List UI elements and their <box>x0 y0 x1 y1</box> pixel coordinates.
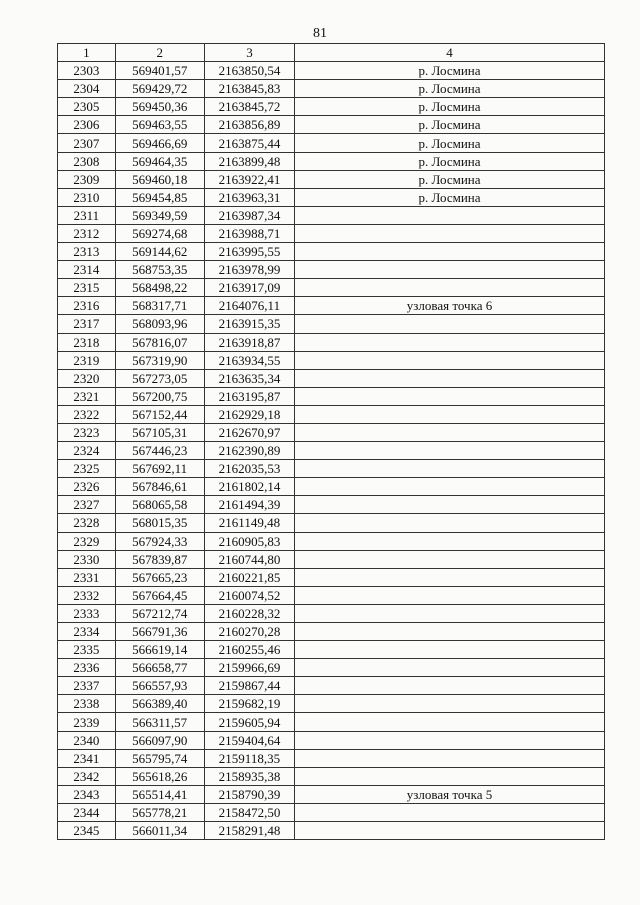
table-row <box>58 243 605 261</box>
table-row <box>58 315 605 333</box>
point-number-cell: 2323 <box>58 423 116 441</box>
table-row <box>58 188 605 206</box>
y-coordinate-cell: 2162929,18 <box>204 405 294 423</box>
note-cell <box>295 333 605 351</box>
x-coordinate-cell: 566791,36 <box>115 623 204 641</box>
x-coordinate-cell: 565795,74 <box>115 749 204 767</box>
note-cell <box>295 677 605 695</box>
point-number-cell: 2303 <box>58 62 116 80</box>
note-cell <box>295 713 605 731</box>
x-coordinate-cell: 568015,35 <box>115 514 204 532</box>
point-number-cell: 2330 <box>58 550 116 568</box>
note-cell <box>295 749 605 767</box>
table-row <box>58 767 605 785</box>
table-row <box>58 333 605 351</box>
table-row <box>58 568 605 586</box>
x-coordinate-cell: 569429,72 <box>115 80 204 98</box>
table-row <box>58 803 605 821</box>
x-coordinate-cell: 569454,85 <box>115 188 204 206</box>
y-coordinate-cell: 2160255,46 <box>204 641 294 659</box>
point-number-cell: 2308 <box>58 152 116 170</box>
y-coordinate-cell: 2163850,54 <box>204 62 294 80</box>
point-number-cell: 2316 <box>58 297 116 315</box>
point-number-cell: 2319 <box>58 351 116 369</box>
x-coordinate-cell: 569401,57 <box>115 62 204 80</box>
note-cell <box>295 478 605 496</box>
y-coordinate-cell: 2162390,89 <box>204 442 294 460</box>
x-coordinate-cell: 567446,23 <box>115 442 204 460</box>
y-coordinate-cell: 2162035,53 <box>204 460 294 478</box>
x-coordinate-cell: 566389,40 <box>115 695 204 713</box>
x-coordinate-cell: 567924,33 <box>115 532 204 550</box>
point-number-cell: 2305 <box>58 98 116 116</box>
point-number-cell: 2335 <box>58 641 116 659</box>
x-coordinate-cell: 567816,07 <box>115 333 204 351</box>
table-row <box>58 478 605 496</box>
point-number-cell: 2309 <box>58 170 116 188</box>
x-coordinate-cell: 569349,59 <box>115 206 204 224</box>
page-number: 81 <box>313 26 327 41</box>
y-coordinate-cell: 2159605,94 <box>204 713 294 731</box>
table-row <box>58 586 605 604</box>
table-row <box>58 604 605 622</box>
y-coordinate-cell: 2163195,87 <box>204 387 294 405</box>
y-coordinate-cell: 2163918,87 <box>204 333 294 351</box>
note-cell <box>295 369 605 387</box>
table-row <box>58 423 605 441</box>
note-cell <box>295 496 605 514</box>
header-row <box>58 44 605 62</box>
table-row <box>58 62 605 80</box>
x-coordinate-cell: 566311,57 <box>115 713 204 731</box>
table-body <box>58 62 605 840</box>
y-coordinate-cell: 2163987,34 <box>204 206 294 224</box>
note-cell <box>295 261 605 279</box>
note-cell <box>295 460 605 478</box>
y-coordinate-cell: 2161149,48 <box>204 514 294 532</box>
y-coordinate-cell: 2160221,85 <box>204 568 294 586</box>
y-coordinate-cell: 2163845,72 <box>204 98 294 116</box>
x-coordinate-cell: 569463,55 <box>115 116 204 134</box>
table-row <box>58 695 605 713</box>
point-number-cell: 2320 <box>58 369 116 387</box>
table-row <box>58 460 605 478</box>
y-coordinate-cell: 2159118,35 <box>204 749 294 767</box>
table-row <box>58 116 605 134</box>
point-number-cell: 2317 <box>58 315 116 333</box>
note-cell <box>295 568 605 586</box>
point-number-cell: 2310 <box>58 188 116 206</box>
x-coordinate-cell: 568093,96 <box>115 315 204 333</box>
x-coordinate-cell: 569144,62 <box>115 243 204 261</box>
y-coordinate-cell: 2160905,83 <box>204 532 294 550</box>
point-number-cell: 2328 <box>58 514 116 532</box>
y-coordinate-cell: 2158790,39 <box>204 785 294 803</box>
y-coordinate-cell: 2163635,34 <box>204 369 294 387</box>
point-number-cell: 2307 <box>58 134 116 152</box>
point-number-cell: 2337 <box>58 677 116 695</box>
x-coordinate-cell: 565778,21 <box>115 803 204 821</box>
x-coordinate-cell: 568065,58 <box>115 496 204 514</box>
note-cell: р. Лосмина <box>295 80 605 98</box>
table-row <box>58 279 605 297</box>
point-number-cell: 2322 <box>58 405 116 423</box>
point-number-cell: 2336 <box>58 659 116 677</box>
point-number-cell: 2345 <box>58 822 116 840</box>
y-coordinate-cell: 2163934,55 <box>204 351 294 369</box>
table-row <box>58 98 605 116</box>
point-number-cell: 2341 <box>58 749 116 767</box>
header-cell-3: 3 <box>204 44 294 62</box>
table-row <box>58 550 605 568</box>
y-coordinate-cell: 2160744,80 <box>204 550 294 568</box>
y-coordinate-cell: 2161494,39 <box>204 496 294 514</box>
table-row <box>58 749 605 767</box>
point-number-cell: 2332 <box>58 586 116 604</box>
x-coordinate-cell: 569450,36 <box>115 98 204 116</box>
point-number-cell: 2333 <box>58 604 116 622</box>
y-coordinate-cell: 2161802,14 <box>204 478 294 496</box>
y-coordinate-cell: 2158935,38 <box>204 767 294 785</box>
note-cell: р. Лосмина <box>295 170 605 188</box>
point-number-cell: 2304 <box>58 80 116 98</box>
x-coordinate-cell: 567152,44 <box>115 405 204 423</box>
x-coordinate-cell: 567839,87 <box>115 550 204 568</box>
table-row <box>58 532 605 550</box>
point-number-cell: 2338 <box>58 695 116 713</box>
table-header <box>58 44 605 62</box>
y-coordinate-cell: 2163988,71 <box>204 224 294 242</box>
header-cell-2: 2 <box>115 44 204 62</box>
point-number-cell: 2334 <box>58 623 116 641</box>
y-coordinate-cell: 2163922,41 <box>204 170 294 188</box>
x-coordinate-cell: 566658,77 <box>115 659 204 677</box>
table-row <box>58 496 605 514</box>
x-coordinate-cell: 568317,71 <box>115 297 204 315</box>
note-cell: р. Лосмина <box>295 98 605 116</box>
note-cell <box>295 315 605 333</box>
y-coordinate-cell: 2163845,83 <box>204 80 294 98</box>
x-coordinate-cell: 568753,35 <box>115 261 204 279</box>
note-cell <box>295 442 605 460</box>
note-cell <box>295 659 605 677</box>
point-number-cell: 2318 <box>58 333 116 351</box>
x-coordinate-cell: 565514,41 <box>115 785 204 803</box>
note-cell <box>295 731 605 749</box>
x-coordinate-cell: 569460,18 <box>115 170 204 188</box>
x-coordinate-cell: 569464,35 <box>115 152 204 170</box>
x-coordinate-cell: 566557,93 <box>115 677 204 695</box>
y-coordinate-cell: 2160074,52 <box>204 586 294 604</box>
note-cell <box>295 224 605 242</box>
table-row <box>58 713 605 731</box>
note-cell <box>295 206 605 224</box>
point-number-cell: 2327 <box>58 496 116 514</box>
point-number-cell: 2313 <box>58 243 116 261</box>
table-row <box>58 369 605 387</box>
note-cell <box>295 604 605 622</box>
y-coordinate-cell: 2163856,89 <box>204 116 294 134</box>
note-cell <box>295 532 605 550</box>
point-number-cell: 2314 <box>58 261 116 279</box>
x-coordinate-cell: 567105,31 <box>115 423 204 441</box>
table-row <box>58 514 605 532</box>
table-row <box>58 206 605 224</box>
note-cell: р. Лосмина <box>295 134 605 152</box>
note-cell: узловая точка 6 <box>295 297 605 315</box>
y-coordinate-cell: 2159404,64 <box>204 731 294 749</box>
point-number-cell: 2339 <box>58 713 116 731</box>
note-cell: узловая точка 5 <box>295 785 605 803</box>
table-row <box>58 641 605 659</box>
table-row <box>58 623 605 641</box>
table-row <box>58 405 605 423</box>
table-row <box>58 659 605 677</box>
table-row <box>58 442 605 460</box>
coordinates-table <box>57 43 605 840</box>
note-cell <box>295 803 605 821</box>
note-cell: р. Лосмина <box>295 62 605 80</box>
x-coordinate-cell: 567273,05 <box>115 369 204 387</box>
x-coordinate-cell: 567665,23 <box>115 568 204 586</box>
y-coordinate-cell: 2162670,97 <box>204 423 294 441</box>
y-coordinate-cell: 2163963,31 <box>204 188 294 206</box>
table-row <box>58 677 605 695</box>
point-number-cell: 2312 <box>58 224 116 242</box>
point-number-cell: 2343 <box>58 785 116 803</box>
point-number-cell: 2311 <box>58 206 116 224</box>
y-coordinate-cell: 2159682,19 <box>204 695 294 713</box>
y-coordinate-cell: 2158291,48 <box>204 822 294 840</box>
x-coordinate-cell: 568498,22 <box>115 279 204 297</box>
table-row <box>58 152 605 170</box>
table-row <box>58 822 605 840</box>
y-coordinate-cell: 2163899,48 <box>204 152 294 170</box>
note-cell: р. Лосмина <box>295 188 605 206</box>
x-coordinate-cell: 567846,61 <box>115 478 204 496</box>
table-row <box>58 170 605 188</box>
y-coordinate-cell: 2159867,44 <box>204 677 294 695</box>
table-row <box>58 351 605 369</box>
note-cell: р. Лосмина <box>295 152 605 170</box>
y-coordinate-cell: 2164076,11 <box>204 297 294 315</box>
point-number-cell: 2342 <box>58 767 116 785</box>
point-number-cell: 2344 <box>58 803 116 821</box>
y-coordinate-cell: 2160270,28 <box>204 623 294 641</box>
y-coordinate-cell: 2163978,99 <box>204 261 294 279</box>
note-cell <box>295 351 605 369</box>
x-coordinate-cell: 569466,69 <box>115 134 204 152</box>
note-cell <box>295 695 605 713</box>
y-coordinate-cell: 2163875,44 <box>204 134 294 152</box>
note-cell <box>295 514 605 532</box>
note-cell <box>295 279 605 297</box>
table-row <box>58 80 605 98</box>
header-cell-1: 1 <box>58 44 116 62</box>
x-coordinate-cell: 567319,90 <box>115 351 204 369</box>
point-number-cell: 2340 <box>58 731 116 749</box>
note-cell <box>295 243 605 261</box>
table-row <box>58 297 605 315</box>
point-number-cell: 2315 <box>58 279 116 297</box>
point-number-cell: 2321 <box>58 387 116 405</box>
x-coordinate-cell: 566011,34 <box>115 822 204 840</box>
note-cell <box>295 641 605 659</box>
table-row <box>58 224 605 242</box>
header-cell-4: 4 <box>295 44 605 62</box>
y-coordinate-cell: 2163917,09 <box>204 279 294 297</box>
table-row <box>58 387 605 405</box>
note-cell <box>295 623 605 641</box>
y-coordinate-cell: 2159966,69 <box>204 659 294 677</box>
table-row <box>58 134 605 152</box>
point-number-cell: 2331 <box>58 568 116 586</box>
x-coordinate-cell: 567212,74 <box>115 604 204 622</box>
x-coordinate-cell: 567664,45 <box>115 586 204 604</box>
y-coordinate-cell: 2160228,32 <box>204 604 294 622</box>
note-cell <box>295 387 605 405</box>
table-row <box>58 261 605 279</box>
y-coordinate-cell: 2163995,55 <box>204 243 294 261</box>
x-coordinate-cell: 569274,68 <box>115 224 204 242</box>
note-cell <box>295 405 605 423</box>
note-cell <box>295 586 605 604</box>
note-cell: р. Лосмина <box>295 116 605 134</box>
y-coordinate-cell: 2158472,50 <box>204 803 294 821</box>
table-row <box>58 785 605 803</box>
point-number-cell: 2329 <box>58 532 116 550</box>
y-coordinate-cell: 2163915,35 <box>204 315 294 333</box>
point-number-cell: 2324 <box>58 442 116 460</box>
point-number-cell: 2326 <box>58 478 116 496</box>
note-cell <box>295 550 605 568</box>
note-cell <box>295 822 605 840</box>
x-coordinate-cell: 566619,14 <box>115 641 204 659</box>
table-row <box>58 731 605 749</box>
x-coordinate-cell: 567200,75 <box>115 387 204 405</box>
x-coordinate-cell: 566097,90 <box>115 731 204 749</box>
x-coordinate-cell: 567692,11 <box>115 460 204 478</box>
point-number-cell: 2325 <box>58 460 116 478</box>
note-cell <box>295 423 605 441</box>
x-coordinate-cell: 565618,26 <box>115 767 204 785</box>
point-number-cell: 2306 <box>58 116 116 134</box>
note-cell <box>295 767 605 785</box>
